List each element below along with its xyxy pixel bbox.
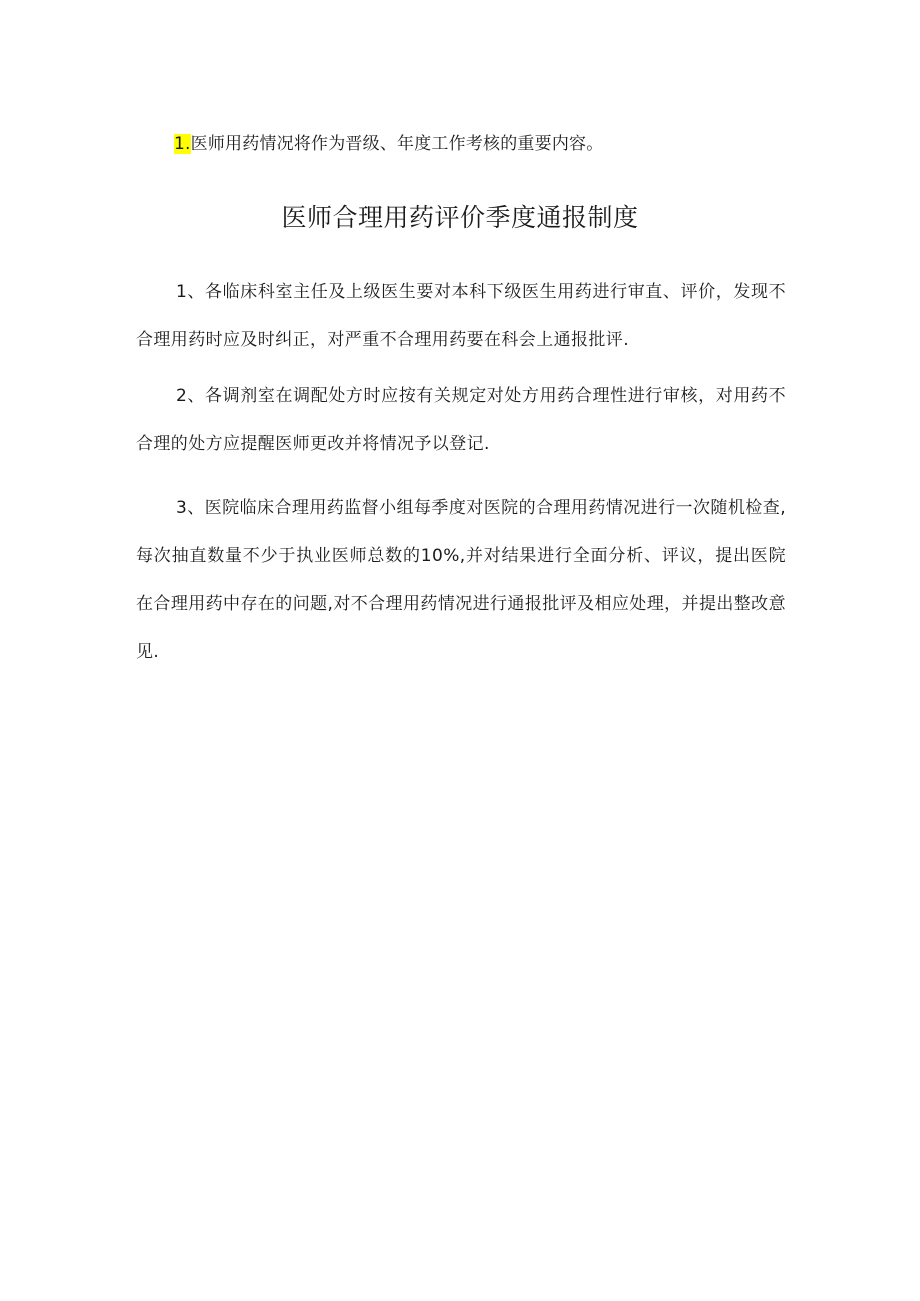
lead-item-number: 1. xyxy=(174,134,191,154)
document-title: 医师合理用药评价季度通报制度 xyxy=(281,203,639,232)
paragraph-3: 3、医院临床合理用药监督小组每季度对医院的合理用药情况进行一次随机检查,每次抽直数量不少于执业医师总数的10%,并对结果进行全面分析、评议，提出医院在合理用药中存在的问题,对不合理用药情况进行通报批评及相应处理，并提出整改意见. xyxy=(136,498,786,662)
lead-item-text: 医师用药情况将作为晋级、年度工作考核的重要内容。 xyxy=(190,134,604,154)
lead-item xyxy=(174,132,603,156)
paragraph-1: 1、各临床科室主任及上级医生要对本科下级医生用药进行审直、评价，发现不合理用药时应及时纠正，对严重不合理用药要在科会上通报批评. xyxy=(136,282,786,350)
paragraph-2: 2、各调剂室在调配处方时应按有关规定对处方用药合理性进行审核，对用药不合理的处方应提醒医师更改并将情况予以登记. xyxy=(136,386,786,454)
